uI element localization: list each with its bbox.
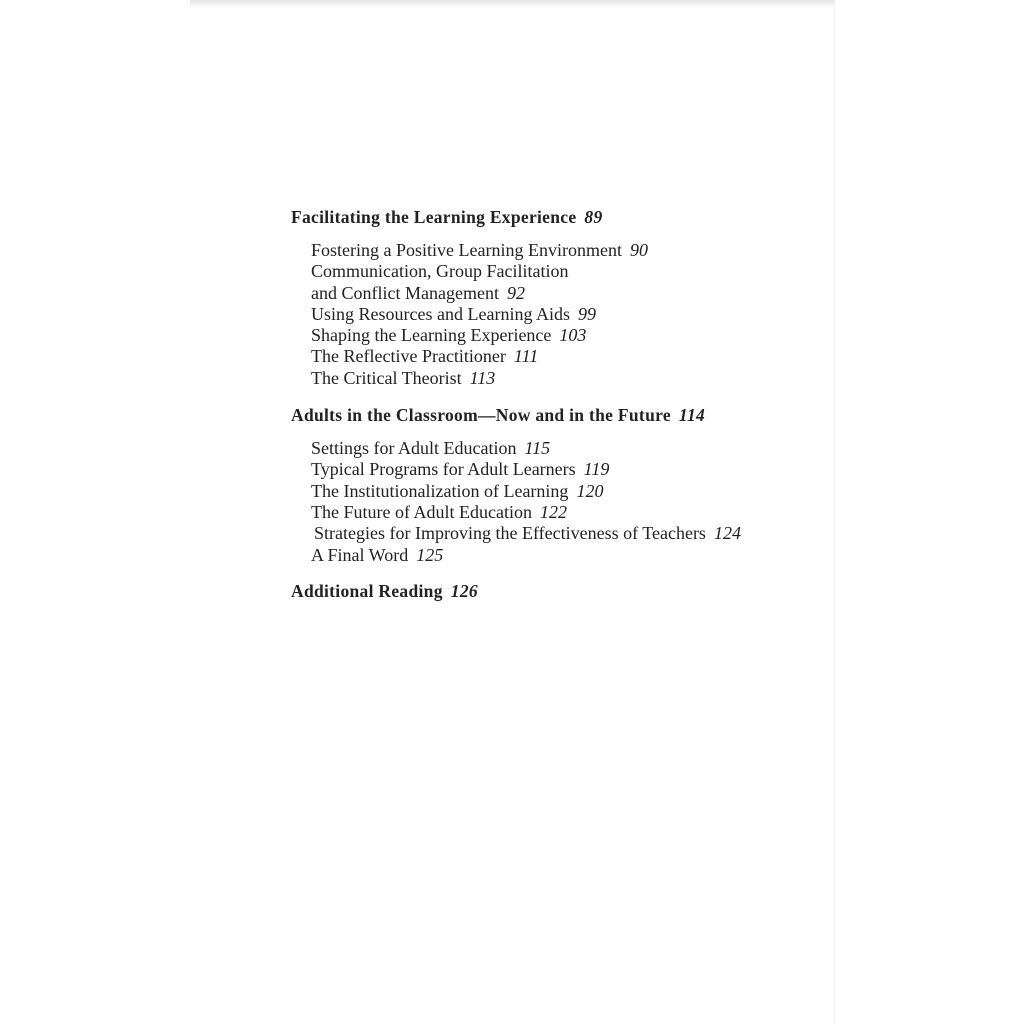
document-page (190, 0, 834, 1024)
entry-page-number: 103 (559, 325, 587, 346)
scan-background (0, 0, 190, 1024)
toc-entry (311, 325, 811, 346)
entry-title: and Conflict Management (311, 282, 499, 303)
toc-section-facilitating (291, 206, 811, 389)
toc-entry (311, 240, 811, 261)
toc-entry (311, 438, 811, 459)
toc-entry (311, 283, 811, 304)
toc-entry (311, 346, 811, 367)
section-heading (291, 580, 811, 602)
toc-section-additional-reading (291, 580, 811, 602)
entry-page-number: 120 (576, 480, 604, 501)
entry-page-number: 92 (506, 282, 525, 303)
entry-page-number: 115 (524, 438, 551, 459)
section-page-number: 126 (450, 580, 478, 601)
toc-entry (311, 459, 811, 480)
toc-entry (311, 304, 811, 325)
entry-title: The Critical Theorist (311, 367, 462, 388)
toc-entry (311, 368, 811, 389)
entry-page-number: 111 (513, 346, 539, 367)
entry-page-number: 124 (713, 523, 741, 544)
entry-title: Shaping the Learning Experience (311, 325, 552, 346)
entry-title: The Reflective Practitioner (311, 346, 506, 367)
entry-title: Settings for Adult Education (311, 438, 517, 459)
entry-page-number: 119 (583, 459, 610, 480)
entry-page-number: 125 (416, 544, 444, 565)
section-page-number: 89 (584, 207, 603, 227)
section-title: Additional Reading (291, 580, 443, 601)
entry-title: The Future of Adult Education (311, 501, 532, 522)
entry-page-number: 113 (469, 367, 496, 388)
toc-entry (311, 261, 811, 282)
toc-entry (311, 523, 811, 544)
entry-list (291, 240, 811, 389)
entry-title: The Institutionalization of Learning (311, 480, 569, 501)
section-heading (291, 404, 811, 426)
entry-list (291, 438, 811, 566)
entry-title: Typical Programs for Adult Learners (311, 459, 576, 480)
entry-page-number: 99 (577, 303, 596, 324)
toc-section-adults-in-classroom (291, 404, 811, 566)
entry-title: Fostering a Positive Learning Environment (311, 240, 622, 260)
page-top-edge (190, 0, 834, 8)
section-heading (291, 206, 811, 228)
entry-page-number: 122 (539, 501, 567, 522)
entry-title: Communication, Group Facilitation (311, 261, 569, 282)
toc-entry (311, 545, 811, 566)
entry-page-number: 90 (629, 240, 648, 260)
section-title: Facilitating the Learning Experience (291, 207, 577, 227)
section-title: Adults in the Classroom—Now and in the Future (291, 405, 671, 426)
entry-title: A Final Word (311, 544, 409, 565)
entry-title: Strategies for Improving the Effectiveness of Teachers (314, 523, 706, 544)
section-page-number: 114 (678, 405, 706, 426)
table-of-contents (291, 206, 811, 614)
entry-title: Using Resources and Learning Aids (311, 303, 570, 324)
toc-entry (311, 502, 811, 523)
toc-entry (311, 481, 811, 502)
